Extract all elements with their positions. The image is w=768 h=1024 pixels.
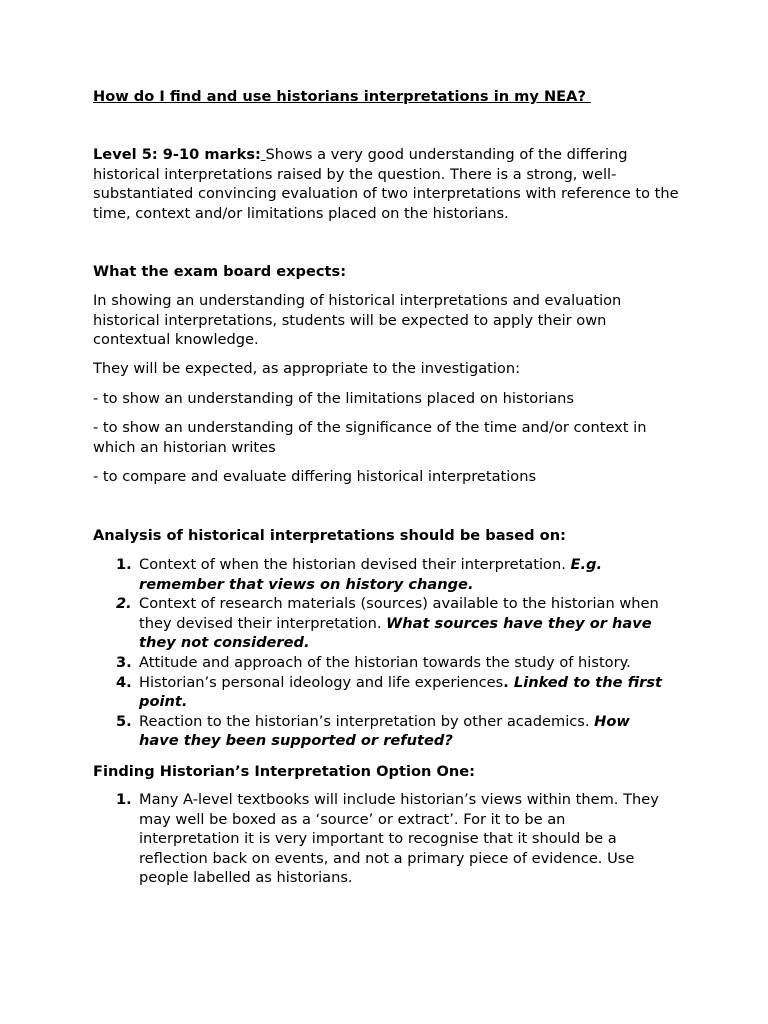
list-item-dot: .	[503, 673, 509, 691]
list-item	[93, 673, 669, 712]
level-descriptor	[93, 145, 683, 223]
list-item-text: Context of research materials (sources) available to the historian when they devised their interpretation.	[139, 595, 659, 632]
list-item-text: Context of when the historian devised their interpretation.	[139, 556, 571, 573]
list-item	[93, 594, 669, 653]
exam-paragraph-2: They will be expected, as appropriate to the investigation:	[93, 360, 521, 377]
list-item-text: Many A-level textbooks will include historian’s views within them. They may well be boxed as a ‘source’ or extract’. For it to be an interpretation it is very important to recognise that it should be a reflection back on events, and not a primary piece of evidence. Use people labelled as historians.	[139, 791, 659, 887]
exam-bullet: - to compare and evaluate differing historical interpretations	[93, 468, 537, 485]
exam-heading: What the exam board expects:	[93, 263, 347, 280]
list-item	[93, 555, 669, 594]
level-text: Shows a very good understanding of the differing historical interpretations raised by the question. There is a strong, well-substantiated convincing evaluation of two interpretations with reference to the time, context and/or limitations placed on the historians.	[93, 146, 679, 222]
list-item-emphasis: What sources have they or have they not considered.	[139, 614, 652, 652]
level-label: Level 5: 9-10 marks:	[93, 146, 261, 163]
list-item-emphasis: Linked to the first point.	[139, 673, 662, 711]
analysis-heading: Analysis of historical interpretations should be based on:	[93, 527, 566, 544]
list-item	[93, 790, 669, 888]
list-item-emphasis: How have they been supported or refuted?	[139, 712, 630, 750]
list-number: 5.	[116, 712, 132, 730]
list-item-text: Attitude and approach of the historian towards the study of history.	[139, 653, 631, 671]
exam-bullet: - to show an understanding of the limitations placed on historians	[93, 390, 575, 407]
list-number: 3.	[116, 653, 132, 671]
list-number: 1.	[116, 791, 132, 808]
list-number: 1.	[116, 556, 132, 573]
list-item	[93, 712, 669, 751]
list-item-emphasis: E.g. remember that views on history change.	[139, 556, 603, 593]
exam-paragraph-1: In showing an understanding of historical interpretations and evaluation historical interpretations, students will be expected to apply their own contextual knowledge.	[93, 292, 622, 349]
exam-bullet: - to show an understanding of the significance of the time and/or context in which an historian writes	[93, 419, 647, 456]
option-list	[93, 790, 669, 888]
list-number: 4.	[116, 673, 132, 691]
list-item-text: Historian’s personal ideology and life experiences	[139, 673, 504, 691]
list-number: 2.	[116, 595, 132, 613]
list-item	[93, 653, 669, 673]
analysis-list	[93, 555, 669, 751]
list-item-text: Reaction to the historian’s interpretation by other academics.	[139, 712, 595, 730]
option-heading: Finding Historian’s Interpretation Option One:	[93, 763, 475, 780]
page-title: How do I find and use historians interpretations in my NEA?	[93, 88, 591, 105]
